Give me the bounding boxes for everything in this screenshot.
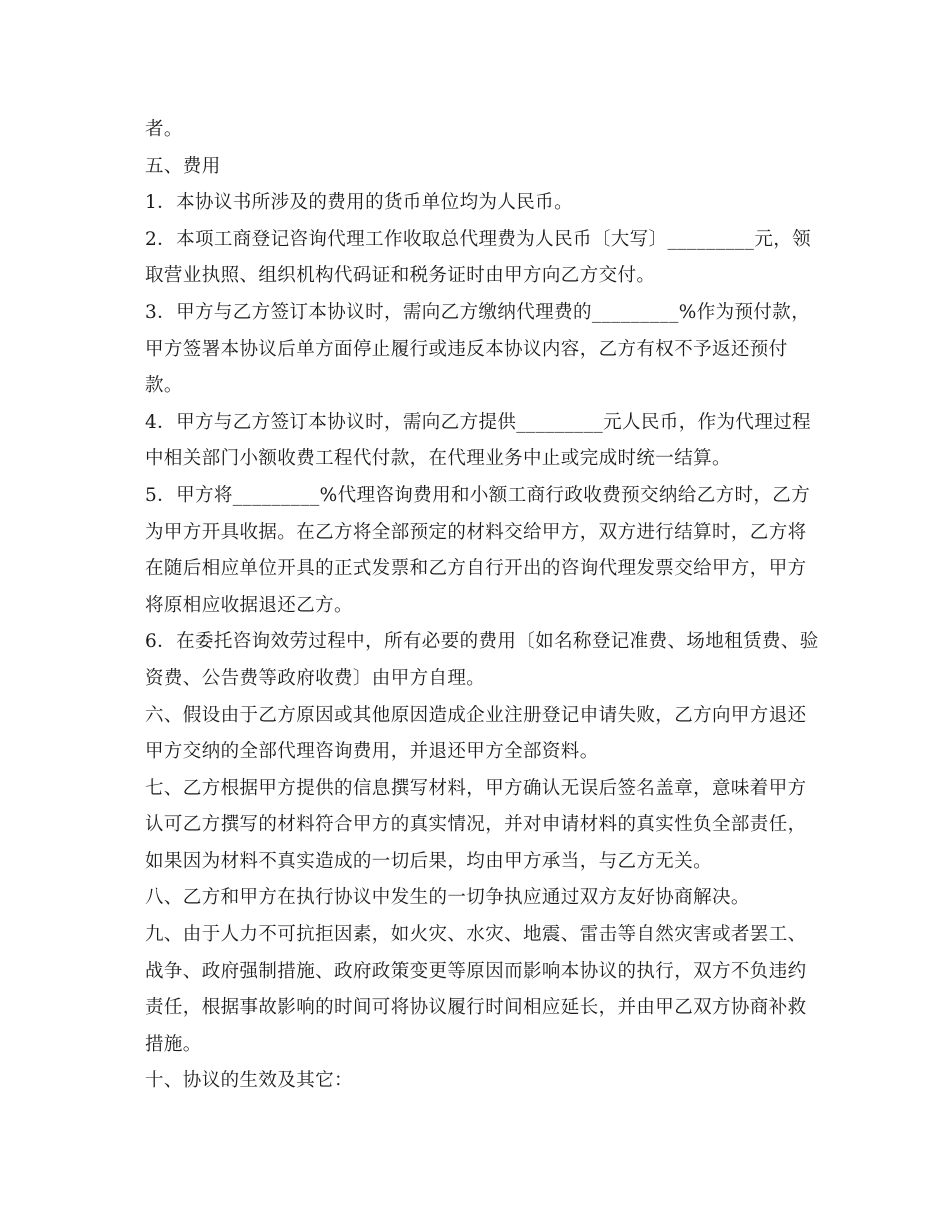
- text-line: 战争、政府强制措施、政府政策变更等原因而影响本协议的执行，双方不负违约: [145, 960, 807, 982]
- document-body: [145, 112, 819, 1100]
- clause-5-5: [145, 478, 810, 624]
- text-line: 如果因为材料不真实造成的一切后果，均由甲方承当，与乙方无关。: [145, 850, 713, 872]
- section-heading-fees: [145, 149, 810, 186]
- clause-5-2: [145, 222, 810, 295]
- text-line: 1．本协议书所涉及的费用的货币单位均为人民币。: [145, 192, 573, 214]
- text-line: 2．本项工商登记咨询代理工作收取总代理费为人民币〔大写〕_________元，领: [145, 228, 812, 250]
- section-eight: [145, 880, 810, 917]
- text-line: 3．甲方与乙方签订本协议时，需向乙方缴纳代理费的_________%作为预付款，: [145, 301, 811, 323]
- section-nine: [145, 917, 810, 1063]
- text-line: 将原相应收据退还乙方。: [145, 594, 353, 616]
- text-line: 五、费用: [145, 155, 221, 177]
- section-seven: [145, 771, 810, 881]
- text-line: 认可乙方撰写的材料符合甲方的真实情况，并对申请材料的真实性负全部责任，: [145, 814, 807, 836]
- text-line: 七、乙方根据甲方提供的信息撰写材料，甲方确认无误后签名盖章，意味着甲方: [145, 777, 807, 799]
- text-line: 责任，根据事故影响的时间可将协议履行时间相应延长，并由甲乙双方协商补救: [145, 997, 807, 1019]
- text-line: 甲方交纳的全部代理咨询费用，并退还甲方全部资料。: [145, 741, 599, 763]
- section-six: [145, 698, 810, 771]
- clause-5-6: [145, 624, 819, 697]
- text-line: 4．甲方与乙方签订本协议时，需向乙方提供_________元人民币，作为代理过程: [145, 411, 812, 433]
- text-line: 在随后相应单位开具的正式发票和乙方自行开出的咨询代理发票交给甲方，甲方: [145, 558, 807, 580]
- text-line: 中相关部门小额收费工程代付款，在代理业务中止或完成时统一结算。: [145, 448, 731, 470]
- text-line: 六、假设由于乙方原因或其他原因造成企业注册登记申请失败，乙方向甲方退还: [145, 704, 807, 726]
- text-line: 九、由于人力不可抗拒因素，如火灾、水灾、地震、雷击等自然灾害或者罢工、: [145, 924, 807, 946]
- section-ten-heading: [145, 1063, 810, 1100]
- text-line: 十、协议的生效及其它：: [145, 1070, 353, 1092]
- paragraph-continuation: [145, 112, 810, 149]
- text-line: 措施。: [145, 1033, 202, 1055]
- clause-5-4: [145, 405, 810, 478]
- text-line: 甲方签署本协议后单方面停止履行或违反本协议内容，乙方有权不予返还预付: [145, 338, 788, 360]
- text-line: 资费、公告费等政府收费〕由甲方自理。: [145, 667, 486, 689]
- clause-5-3: [145, 295, 810, 405]
- text-line: 取营业执照、组织机构代码证和税务证时由甲方向乙方交付。: [145, 265, 656, 287]
- text-line: 6．在委托咨询效劳过程中，所有必要的费用〔如名称登记准费、场地租赁费、验: [145, 631, 819, 653]
- text-line: 者。: [145, 119, 183, 140]
- text-line: 为甲方开具收据。在乙方将全部预定的材料交给甲方，双方进行结算时，乙方将: [145, 521, 807, 543]
- text-line: 八、乙方和甲方在执行协议中发生的一切争执应通过双方友好协商解决。: [145, 887, 750, 909]
- text-line: 5．甲方将_________%代理咨询费用和小额工商行政收费预交纳给乙方时，乙方: [145, 484, 811, 506]
- text-line: 款。: [145, 375, 183, 397]
- clause-5-1: [145, 185, 810, 222]
